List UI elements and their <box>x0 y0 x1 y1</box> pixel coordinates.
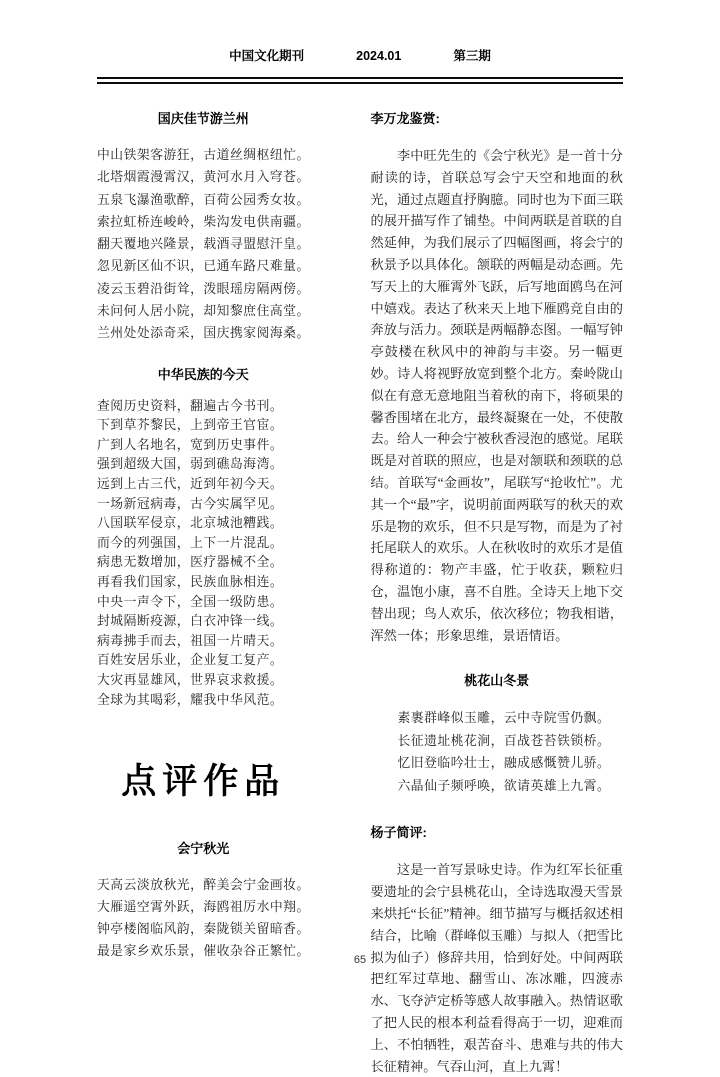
page-number: 65 <box>353 954 367 966</box>
poem-line: 远到上古三代，近到年初今天。 <box>97 477 284 492</box>
poem-title-guoqing: 国庆佳节游兰州 <box>157 111 249 126</box>
poem-line: 中山铁架客游狂，古道丝绸枢纽忙。 <box>97 148 310 162</box>
page-header <box>97 46 623 64</box>
issue-date: 2024.01 <box>356 49 402 63</box>
poem-line: 未问何人居小院，却知黎庶住高堂。 <box>97 304 310 319</box>
poem-line: 广到人名地名，宽到历史事件。 <box>97 437 284 452</box>
poem-title-zhonghua: 中华民族的今天 <box>157 366 249 382</box>
poem-title-taohuashan: 桃花山冬景 <box>464 673 530 689</box>
poem-line: 病患无数增加，医疗器械不全。 <box>97 555 284 570</box>
review-heading-liwanlong: 李万龙鉴赏: <box>370 111 440 126</box>
poem-line: 忽见新区仙不识，已通车路尺难量。 <box>97 259 310 274</box>
poem-line: 一场新冠病毒，古今实属罕见。 <box>97 496 284 511</box>
poem-line: 封城隔断疫源，白衣冲锋一线。 <box>97 614 284 629</box>
poem-guoqing <box>97 144 350 345</box>
poem-line: 大灾再显雄风，世界哀求救援。 <box>97 672 284 687</box>
review-heading-yangzi: 杨子简评: <box>370 825 427 841</box>
poem-line: 再看我们国家，民族血脉相连。 <box>97 575 284 590</box>
poem-line: 素裹群峰似玉雕，云中寺院雪仍飘。 <box>397 711 611 726</box>
poem-line: 翻天覆地兴隆景，载酒寻盟慰汗皇。 <box>97 237 310 252</box>
poem-line: 忆旧登临吟壮士，融成感慨赞儿骄。 <box>397 756 611 771</box>
poem-line: 病毒拂手而去，祖国一片晴天。 <box>97 633 284 648</box>
issue-number: 第三期 <box>453 49 491 63</box>
header-divider <box>97 77 623 84</box>
poem-huining <box>97 874 350 962</box>
poem-line: 钟亭楼阁临风韵，秦陇锁关留暗香。 <box>97 922 310 937</box>
poem-line: 八国联军侵京，北京城池糟践。 <box>97 516 284 531</box>
poem-line: 长征遗址桃花涧，百战苍苔铁锁桥。 <box>397 733 611 748</box>
journal-title: 中国文化期刊 <box>229 49 305 63</box>
poem-line: 五泉飞瀑渔歌醉，百荷公园秀女妆。 <box>97 192 310 207</box>
poem-line: 中央一声令下，全国一级防患。 <box>97 594 284 609</box>
poem-line: 凌云玉碧沿街耸，泼眼瑶房隔两傍。 <box>97 281 310 296</box>
poem-line: 下到草芥黎民，上到帝王官宦。 <box>97 418 284 433</box>
poem-line: 北塔烟霞漫霄汉，黄河水月入穹苍。 <box>97 170 310 185</box>
poem-taohuashan <box>371 707 624 797</box>
poem-line: 六晶仙子频呼唤，欲请英雄上九霄。 <box>397 778 611 793</box>
review-paragraph: 这是一首写景咏史诗。作为红军长征重要遗址的会宁县桃花山，全诗选取漫天雪景来烘托“长征”精神。细节描写与概括叙述相结合，比喻（群峰似玉雕）与拟人（把雪比拟为仙子）修辞共用，恰到好处。中间两联把红军过草地、翻雪山、冻冰雕，四渡赤水、飞夺泸定桥等感人故事融入。热情讴歌了把人民的根本利益看得高于一切，迎难而上、不怕牺牲，艰苦奋斗、患难与共的伟大长征精神。气吞山河，直上九霄！ <box>370 862 623 1074</box>
review-paragraph: 李中旺先生的《会宁秋光》是一首十分耐读的诗，首联总写会宁天空和地面的秋光，通过点题直抒胸臆。同时也为下面三联的展开描写作了铺垫。中间两联是首联的自然延伸，为我们展示了四幅图画，将会宁的秋景予以具体化。颔联的两幅是动态画。先写天上的大雁霄外飞跃，后写地面鸥鸟在河中嬉戏。表达了秋来天上地下雁鸥竞自由的奔放与活力。颈联是两幅静态图。一幅写钟亭鼓楼在秋风中的神韵与丰姿。另一幅更妙。诗人将视野放宽到整个北方。秦岭陇山似在有意无意地阻当着秋的南下，将硕果的馨香围堵在北方，最终凝聚在一处，不使散去。给人一种会宁被秋香浸泡的感觉。尾联既是对首联的照应，也是对颔联和颈联的总结。首联写“金画妆”，尾联写“抢收忙”。尤其一个“最”字，说明前面两联写的秋天的欢乐是物的欢乐，但不只是写物，而是为了衬托尾联人的欢乐。人在秋收时的欢乐才是值得称道的：物产丰盛，忙于收获，颗粒归仓，温饱小康，喜不自胜。全诗天上地下交替出现；鸟人欢乐，依次移位；物我相谐，浑然一体；形象思维，景语情语。 <box>370 148 623 643</box>
poem-line: 查阅历史资料，翻遍古今书刊。 <box>97 398 284 413</box>
section-heading-dianping: 点评作品 <box>121 762 286 802</box>
poem-line: 百姓安居乐业，企业复工复产。 <box>97 653 284 668</box>
poem-line: 强到超级大国，弱到礁岛海湾。 <box>97 457 284 472</box>
two-column-body <box>97 108 623 1077</box>
poem-zhonghua <box>97 397 350 711</box>
poem-line: 全球为其喝彩，耀我中华风范。 <box>97 692 284 707</box>
left-column <box>97 108 350 1077</box>
poem-line: 大雁遥空霄外跃，海鸥祖厉水中翔。 <box>97 900 310 915</box>
poem-line: 索拉虹桥连峻岭，柴沟发电供南疆。 <box>97 214 310 229</box>
poem-line: 天高云淡放秋光，醉美会宁金画妆。 <box>97 878 310 893</box>
poem-title-huining: 会宁秋光 <box>177 841 230 857</box>
poem-line: 而今的列强国，上下一片混乱。 <box>97 535 284 550</box>
poem-line: 最是家乡欢乐景，催收杂谷正繁忙。 <box>97 944 310 959</box>
poem-line: 兰州处处添奇采，国庆携家阅海桑。 <box>97 326 310 341</box>
right-column <box>371 108 624 1077</box>
